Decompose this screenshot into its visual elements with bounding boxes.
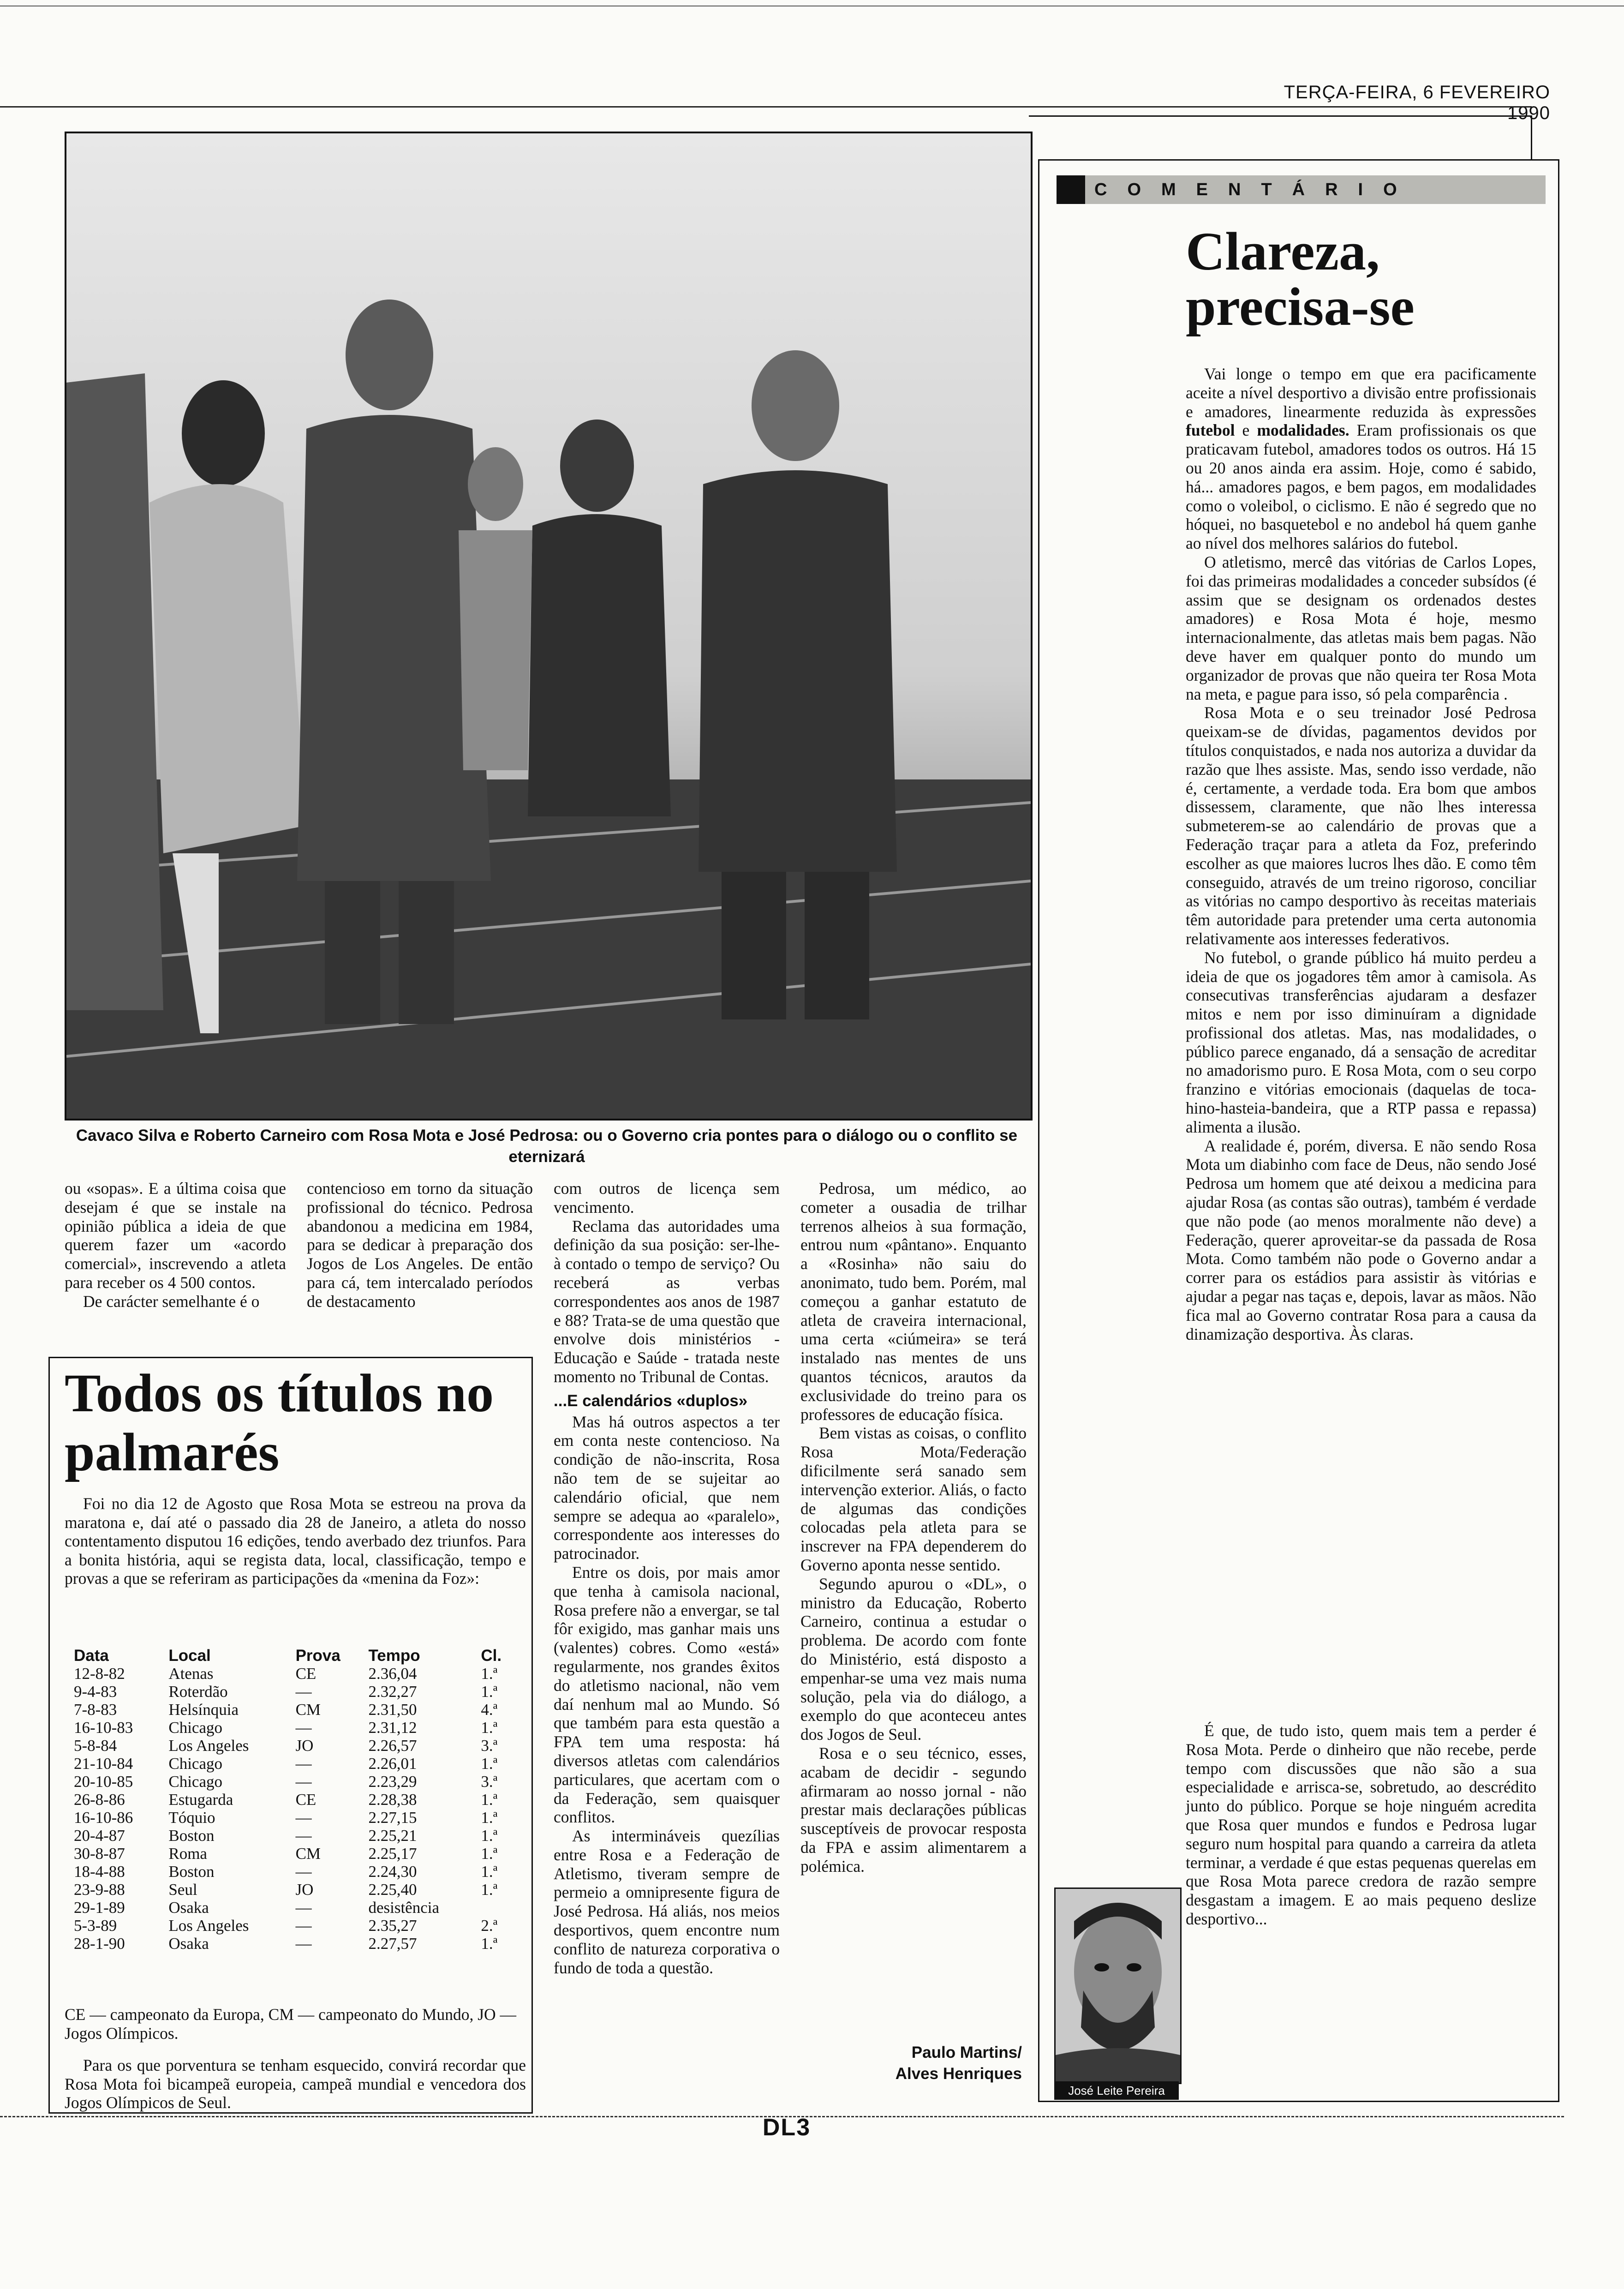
dateline: TERÇA-FEIRA, 6 FEVEREIRO 1990 <box>1284 82 1550 123</box>
column-header: Local <box>168 1647 211 1665</box>
table-cell: CE <box>295 1791 316 1809</box>
comentario-title: Clareza, precisa-se <box>1186 221 1415 337</box>
article-paragraph: Rosa e o seu técnico, esses, acabam de decidir - segundo afirmaram ao nosso jornal - não prestar mais declarações públicas susceptíveis de provocar resposta da FPA e assim alimentarem a polémica. <box>800 1744 1027 1876</box>
bold-term: futebol <box>1186 421 1235 440</box>
portrait-illustration <box>1056 1889 1180 2083</box>
table-cell: 2.27,15 <box>368 1809 417 1827</box>
table-cell: 4.ª <box>481 1701 498 1719</box>
comentario-paragraph: Rosa Mota e o seu treinador José Pedrosa queixam-se de dívidas, pagamentos devidos por títulos conquistados, e nada nos autoriza a duvidar da razão que lhes assiste. Mas, sendo isso verdade, não é, certamente, a verdade toda. Era bom que ambos dissessem, claramente, que não lhes interessa submeterem-se ao calendário de provas que a Federação traçar para a atleta da Foz, preferindo escolher as que maiores lucros lhes dão. E como têm conseguido, através de um treino rigoroso, conciliar as vitórias no campo desportivo às receitas materiais têm autoridade para pretender uma certa autonomia relativamente aos interesses federativos. <box>1186 703 1536 948</box>
article-paragraph: As intermináveis quezílias entre Rosa e a Federação de Atletismo, tiveram sempre de permeio a omnipresente figura de José Pedrosa. Há aliás, nos meios desportivos, quem encontre num conflito de natureza corporativa o fundo de toda a questão. <box>554 1827 780 1977</box>
table-cell: Boston <box>168 1863 215 1881</box>
portrait-caption: José Leite Pereira <box>1054 2081 1179 2100</box>
table-row <box>74 1917 517 1935</box>
table-cell: JO <box>295 1881 314 1899</box>
comentario-paragraph: A realidade é, porém, diversa. E não sendo Rosa Mota um diabinho com face de Deus, não sendo José Pedrosa um homem que até deixou a medicina para ajudar Rosa (as contas são outras), também é verdade que não pode (ao menos moralmente não deve) a Federação, querer aproveitar-se da passada de Rosa Mota. Como também não pode o Governo andar a correr para os estádios para assistir às vitórias e ajudar a pegar nas taças e, depois, lavar as mãos. Não fica mal ao Governo contratar Rosa para a causa da dinamização desportiva. Às claras. <box>1186 1136 1537 1343</box>
frame-rule <box>1029 115 1532 117</box>
author-portrait <box>1054 1888 1182 2084</box>
table-cell: Atenas <box>168 1665 214 1683</box>
table-cell: Chicago <box>168 1773 222 1791</box>
article-paragraph: ou «sopas». E a última coisa que desejam é que se instale na opinião pública a ideia de que querem fazer um «acordo comercial», inscrevendo a atleta para receber os 4 500 contos. <box>65 1179 286 1292</box>
table-cell: 1.ª <box>481 1863 498 1881</box>
palmares-outro: Para os que porventura se tenham esquecido, convirá recordar que Rosa Mota foi bicampeã europeia, campeã mundial e vencedora dos Jogos Olímpicos de Seul. <box>65 2056 526 2112</box>
table-cell: 2.23,29 <box>368 1773 417 1791</box>
table-cell: — <box>295 1809 312 1827</box>
article-paragraph: Mas há outros aspectos a ter em conta neste contencioso. Na condição de não-inscrita, Rosa não tem de se sujeitar ao calendário oficial, que nem sempre se adequa ao «paralelo», correspondente aos interesses do patrocinador. <box>554 1412 780 1563</box>
table-cell: — <box>295 1863 312 1881</box>
table-cell: — <box>295 1773 312 1791</box>
table-cell: 1.ª <box>481 1809 498 1827</box>
article-paragraph: Bem vistas as coisas, o conflito Rosa Mota/Federação dificilmente será sanado sem intervenção exterior. Aliás, o facto de algumas das condições colocadas pela atleta para se inscrever na FPA dependerem do Governo aponta nesse sentido. <box>800 1424 1027 1574</box>
table-row <box>74 1737 517 1755</box>
table-cell: 5-8-84 <box>74 1737 117 1755</box>
comentario-label: COMENTÁRIO <box>1094 180 1417 199</box>
comentario-paragraph: É que, de tudo isto, quem mais tem a perder é Rosa Mota. Perde o dinheiro que não recebe, perde tempo com discussões que não são a sua especialidade e arrisca-se, sobretudo, ao descrédito junto do público. Porque se hoje ninguém acredita que Rosa quer mundos e fundos e Pedrosa lugar seguro num hospital para quando a carreira da atleta terminar, a verdade é que estas pequenas querelas em que Rosa Mota parece credora de razão sempre desgastam a imagem. E ao mais pequeno deslize desportivo... <box>1186 1721 1536 1928</box>
article-column-4 <box>800 1179 1027 1876</box>
comentario-paragraph: O atletismo, mercê das vitórias de Carlos Lopes, foi das primeiras modalidades a conceder subsídos (é assim que se designam os ordenados destes amadores) e Rosa Mota é hoje, mesmo internacionalmente, das atletas mais bem pagas. Não deve haver em qualquer ponto do mundo um organizador de provas que não queira ter Rosa Mota na meta, e pague para isso, só pela comparência . <box>1186 552 1536 703</box>
table-cell: 7-8-83 <box>74 1701 117 1719</box>
table-header-row <box>74 1647 517 1665</box>
table-cell: 1.ª <box>481 1845 498 1863</box>
table-cell: 1.ª <box>481 1665 498 1683</box>
table-cell: 2.26,01 <box>368 1755 417 1773</box>
article-column-3 <box>554 1179 780 1977</box>
table-row <box>74 1773 517 1791</box>
table-row <box>74 1719 517 1737</box>
article-paragraph: com outros de licença sem vencimento. <box>554 1179 780 1216</box>
author-name: Paulo Martins/ <box>911 2043 1022 2061</box>
table-cell: Tóquio <box>168 1809 215 1827</box>
table-cell: Osaka <box>168 1935 209 1953</box>
table-cell: 3.ª <box>481 1737 498 1755</box>
table-row <box>74 1863 517 1881</box>
table-body <box>74 1665 517 1953</box>
table-cell: CM <box>295 1701 321 1719</box>
table-cell: Seul <box>168 1881 197 1899</box>
table-cell: — <box>295 1827 312 1845</box>
table-cell: 2.31,12 <box>368 1719 417 1737</box>
article-paragraph: De carácter semelhante é o <box>83 1292 260 1311</box>
banner-square-icon <box>1057 175 1085 204</box>
table-cell: CM <box>295 1845 321 1863</box>
photo-illustration <box>66 133 1031 1119</box>
comentario-paragraph: No futebol, o grande público há muito perdeu a ideia de que os jogadores têm amor à camisola. As consecutivas transferências ajudaram a desfazer mitos e nem por isso diminuíram a dignidade profissional dos atletas. Mas, nas modalidades, o público parece enganado, dá a sensação de acreditar no amadorismo puro. E Rosa Mota, com o seu corpo franzino e vitórias emocionais (daquelas de toca-hino-hasteia-bandeira, que a RTP passa e repassa) alimenta a ilusão. <box>1186 948 1536 1136</box>
table-cell: 2.27,57 <box>368 1935 417 1953</box>
article-paragraph: contencioso em torno da situação profissional do técnico. Pedrosa abandonou a medicina em 1984, para se dedicar à preparação dos Jogos de Los Angeles. De então para cá, tem intercalado períodos de destacamento <box>307 1179 533 1311</box>
table-cell: 2.25,17 <box>368 1845 417 1863</box>
comentario-last <box>1186 1721 1536 1929</box>
table-row <box>74 1935 517 1953</box>
palmares-legend: CE — campeonato da Europa, CM — campeonato do Mundo, JO — Jogos Olímpicos. <box>65 2005 517 2043</box>
table-cell: 2.24,30 <box>368 1863 417 1881</box>
table-row <box>74 1899 517 1917</box>
article-paragraph: Segundo apurou o «DL», o ministro da Educação, Roberto Carneiro, continua a estudar o problema. De acordo com fonte do Ministério, está disposto a empenhar-se uma vez mais numa solução, pela via do diálogo, a exemplo do que aconteceu antes dos Jogos de Seul. <box>800 1574 1027 1744</box>
table-cell: 1.ª <box>481 1755 498 1773</box>
table-cell: — <box>295 1917 312 1935</box>
bold-term: modalidades. <box>1257 421 1349 440</box>
table-cell: Estugarda <box>168 1791 233 1809</box>
table-cell: CE <box>295 1665 316 1683</box>
table-cell: 2.32,27 <box>368 1683 417 1701</box>
table-cell: 1.ª <box>481 1719 498 1737</box>
table-cell: 21-10-84 <box>74 1755 133 1773</box>
article-paragraph: Pedrosa, um médico, ao cometer a ousadia de trilhar terrenos alheios à sua formação, entrou num «pântano». Enquanto a «Rosinha» não saiu do anonimato, tudo bem. Porém, mal começou a ganhar estatuto de atleta de craveira internacional, uma certa «ciúmeira» se terá instalado nas mentes de uns quantos técnicos, arautos da exclusividade do treino para os professores de educação física. <box>800 1179 1027 1424</box>
table-cell: 29-1-89 <box>74 1899 125 1917</box>
table-row <box>74 1755 517 1773</box>
frame-rule <box>1531 115 1532 159</box>
table-row <box>74 1845 517 1863</box>
table-cell: 2.31,50 <box>368 1701 417 1719</box>
table-cell: 16-10-86 <box>74 1809 133 1827</box>
table-cell: 1.ª <box>481 1881 498 1899</box>
table-cell: Chicago <box>168 1719 222 1737</box>
table-cell: 2.25,40 <box>368 1881 417 1899</box>
article-paragraph: Entre os dois, por mais amor que tenha à camisola nacional, Rosa prefere não a envergar, se tal fôr exigido, mas ganhar mais uns (valentes) cobres. Como «está» regularmente, nos grandes êxitos do atletismo nacional, não vem daí nenhum mal ao Mundo. Só que também para esta questão a FPA tem uma resposta: há diversos atletas com calendários particulares, que acertam com o da Federação, sem quaisquer conflitos. <box>554 1563 780 1827</box>
table-cell: 3.ª <box>481 1773 498 1791</box>
table-cell: 1.ª <box>481 1683 498 1701</box>
article-subheading: ...E calendários «duplos» <box>554 1391 748 1410</box>
table-cell: 2.35,27 <box>368 1917 417 1935</box>
article-paragraph: Reclama das autoridades uma definição da sua posição: ser-lhe-à contado o tempo de serviço? Ou receberá as verbas correspondentes aos anos de 1987 e 88? Trata-se de uma questão que envolve dois ministérios - Educação e Saúde - tratada neste momento no Tribunal de Contas. <box>554 1216 780 1386</box>
table-cell: 23-9-88 <box>74 1881 125 1899</box>
column-header: Cl. <box>481 1647 502 1665</box>
table-cell: — <box>295 1755 312 1773</box>
article-signature <box>800 2042 1022 2085</box>
page-top-edge <box>0 0 1624 6</box>
table-cell: 20-10-85 <box>74 1773 133 1791</box>
table-cell: 5-3-89 <box>74 1917 117 1935</box>
table-cell: Boston <box>168 1827 215 1845</box>
table-cell: Chicago <box>168 1755 222 1773</box>
news-photo <box>65 132 1033 1121</box>
table-row <box>74 1701 517 1719</box>
palmares-intro: Foi no dia 12 de Agosto que Rosa Mota se estreou na prova da maratona e, daí até o passado dia 28 de Janeiro, a atleta do nosso contentamento disputou 16 edições, tendo averbado dez triunfos. Para a bonita história, aqui se regista data, local, classificação, tempo e provas a que se referiram as participações da «menina da Foz»: <box>65 1494 526 1588</box>
article-column-1 <box>65 1179 286 1311</box>
table-cell: 1.ª <box>481 1935 498 1953</box>
table-cell: 2.26,57 <box>368 1737 417 1755</box>
table-cell: 2.25,21 <box>368 1827 417 1845</box>
table-row <box>74 1665 517 1683</box>
header-rule <box>0 106 1532 108</box>
column-header: Data <box>74 1647 109 1665</box>
table-cell: — <box>295 1935 312 1953</box>
table-cell <box>481 1899 517 1917</box>
text-run: Vai longe o tempo em que era pacificamente aceite a nível desportivo a divisão entre profissionais e amadores, linearmente reduzida às expressões <box>1186 365 1536 421</box>
column-header: Tempo <box>368 1647 420 1665</box>
text-run: e <box>1235 421 1257 440</box>
table-cell: 30-8-87 <box>74 1845 125 1863</box>
table-cell: Roma <box>168 1845 207 1863</box>
table-cell: Helsínquia <box>168 1701 239 1719</box>
table-cell: 1.ª <box>481 1827 498 1845</box>
table-row <box>74 1881 517 1899</box>
table-cell: 2.28,38 <box>368 1791 417 1809</box>
table-cell: 9-4-83 <box>74 1683 117 1701</box>
table-cell: — <box>295 1719 312 1737</box>
dl-logo: DL3 <box>762 2114 811 2141</box>
table-cell: 18-4-88 <box>74 1863 125 1881</box>
comentario-paragraph <box>1186 365 1536 553</box>
table-cell: Roterdão <box>168 1683 228 1701</box>
table-cell: 2.ª <box>481 1917 498 1935</box>
palmares-title: Todos os títulos no palmarés <box>65 1363 494 1482</box>
author-name: Alves Henriques <box>895 2065 1022 2083</box>
article-column-2 <box>307 1179 533 1311</box>
table-cell: desistência <box>368 1899 440 1917</box>
text-run: Eram profissionais os que praticavam futebol, amadores todos os outros. Há 15 ou 20 anos ainda era assim. Hoje, como é sabido, há... amadores pagos, e bem pagos, em modalidades como o voleibol, o ciclismo. E não é segredo que no hóquei, no basquetebol e no andebol há quem ganhe ao nível dos melhores salários do futebol. <box>1186 421 1536 553</box>
table-cell: 28-1-90 <box>74 1935 125 1953</box>
table-cell: Osaka <box>168 1899 209 1917</box>
table-cell: 1.ª <box>481 1791 498 1809</box>
table-cell: 12-8-82 <box>74 1665 125 1683</box>
table-cell: — <box>295 1683 312 1701</box>
table-row <box>74 1827 517 1845</box>
table-row <box>74 1683 517 1701</box>
table-row <box>74 1791 517 1809</box>
table-cell: — <box>295 1899 312 1917</box>
table-cell: 16-10-83 <box>74 1719 133 1737</box>
table-cell: Los Angeles <box>168 1737 249 1755</box>
table-row <box>74 1809 517 1827</box>
table-cell: 2.36,04 <box>368 1665 417 1683</box>
table-cell: 20-4-87 <box>74 1827 125 1845</box>
palmares-table <box>74 1647 517 1953</box>
table-cell: 26-8-86 <box>74 1791 125 1809</box>
column-header: Prova <box>295 1647 340 1665</box>
comentario-body <box>1186 365 1536 1343</box>
photo-caption: Cavaco Silva e Roberto Carneiro com Rosa Mota e José Pedrosa: ou o Governo cria pontes para o diálogo ou o conflito se eternizará <box>76 1127 1018 1166</box>
table-cell: JO <box>295 1737 314 1755</box>
table-cell: Los Angeles <box>168 1917 249 1935</box>
